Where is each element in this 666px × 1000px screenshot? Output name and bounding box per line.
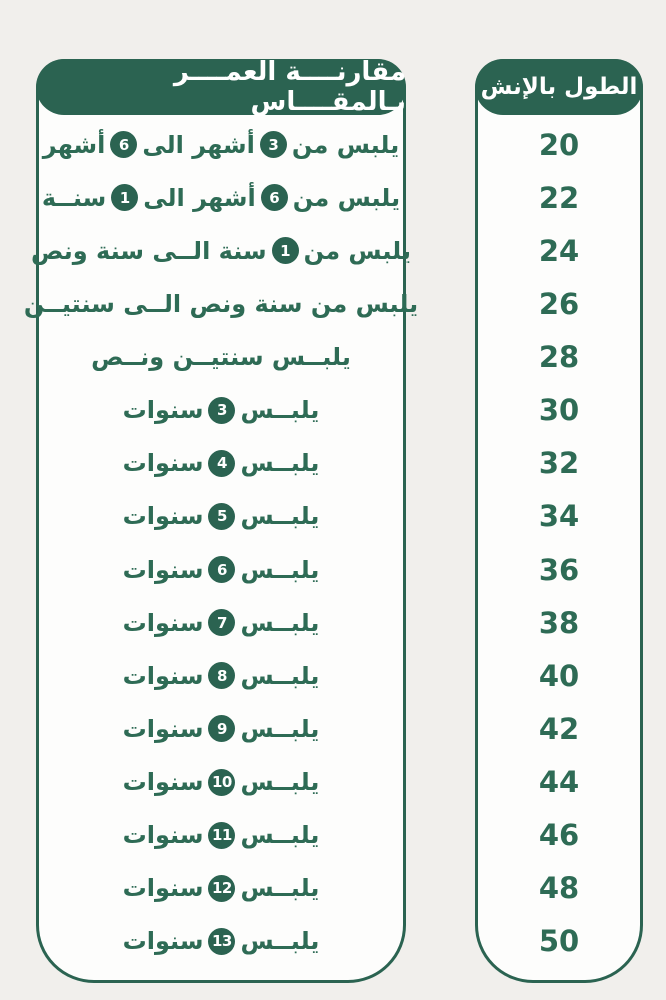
inches-value: 44 bbox=[538, 765, 580, 800]
age-column-header-label: مقارنــــة العمــــر بـالمقــــاس bbox=[173, 57, 406, 117]
age-text: يلبــس bbox=[240, 396, 320, 425]
age-text: سنوات bbox=[122, 768, 204, 797]
age-text: سنوات bbox=[122, 821, 204, 850]
age-number-badge: 5 bbox=[208, 503, 235, 530]
age-text: سنوات bbox=[122, 449, 204, 478]
inches-value: 26 bbox=[538, 286, 580, 321]
age-row bbox=[44, 396, 398, 424]
age-row bbox=[44, 131, 398, 159]
inches-value: 48 bbox=[538, 871, 580, 906]
age-text: يلبــس bbox=[240, 768, 320, 797]
age-text: سنوات bbox=[122, 874, 204, 903]
age-number-badge: 1 bbox=[111, 184, 138, 211]
inches-column-header bbox=[475, 59, 643, 115]
inches-value: 32 bbox=[538, 446, 580, 481]
age-number-badge: 6 bbox=[261, 184, 288, 211]
age-text: سنوات bbox=[122, 396, 204, 425]
age-text: يلبــس bbox=[240, 714, 320, 743]
inches-value: 40 bbox=[538, 658, 580, 693]
age-text: يلبــس سنتيــن ونــص bbox=[91, 343, 351, 372]
age-number-badge: 7 bbox=[208, 609, 235, 636]
inches-value: 34 bbox=[538, 499, 580, 534]
inches-value: 30 bbox=[538, 393, 580, 428]
age-row bbox=[31, 236, 411, 265]
inches-value: 46 bbox=[538, 818, 580, 853]
age-row bbox=[44, 927, 398, 955]
age-row bbox=[44, 715, 398, 743]
age-number-badge: 11 bbox=[208, 822, 235, 849]
inches-column bbox=[475, 59, 643, 983]
inches-value: 36 bbox=[538, 552, 580, 587]
age-row bbox=[44, 874, 398, 902]
age-number-badge: 12 bbox=[208, 875, 235, 902]
age-text: يلبس من bbox=[303, 236, 411, 265]
age-text: يلبــس bbox=[240, 502, 320, 531]
age-text: يلبــس bbox=[240, 874, 320, 903]
inches-value: 20 bbox=[538, 127, 580, 162]
age-text: يلبس من bbox=[291, 130, 400, 159]
age-text: يلبــس bbox=[240, 661, 320, 690]
age-text: أشهر bbox=[42, 130, 106, 159]
age-text: يلبــس bbox=[240, 555, 320, 584]
age-number-badge: 6 bbox=[208, 556, 235, 583]
age-number-badge: 1 bbox=[272, 237, 299, 264]
age-number-badge: 8 bbox=[208, 662, 235, 689]
age-number-badge: 4 bbox=[208, 450, 235, 477]
age-text: سنوات bbox=[122, 555, 204, 584]
age-number-badge: 13 bbox=[208, 928, 235, 955]
age-number-badge: 10 bbox=[208, 769, 235, 796]
age-column-header bbox=[36, 59, 406, 115]
inches-value: 24 bbox=[538, 233, 580, 268]
age-column bbox=[23, 57, 419, 983]
age-text: سنوات bbox=[122, 502, 204, 531]
age-text: سنوات bbox=[122, 608, 204, 637]
inches-rows bbox=[483, 118, 635, 968]
age-row bbox=[44, 821, 398, 849]
age-text: يلبس من سنة ونص الــى سنتيــن bbox=[23, 289, 419, 318]
age-text: يلبــس bbox=[240, 821, 320, 850]
inches-value: 22 bbox=[538, 180, 580, 215]
age-text: يلبــس bbox=[240, 927, 320, 956]
age-row bbox=[44, 343, 398, 371]
age-text: سنوات bbox=[122, 661, 204, 690]
age-number-badge: 9 bbox=[208, 715, 235, 742]
inches-value: 42 bbox=[538, 711, 580, 746]
age-number-badge: 3 bbox=[260, 131, 287, 158]
age-text: أشهر الى bbox=[143, 183, 256, 212]
age-number-badge: 6 bbox=[110, 131, 137, 158]
age-text: سنوات bbox=[122, 927, 204, 956]
age-text: سنة الــى سنة ونص bbox=[31, 236, 267, 265]
age-text: سنوات bbox=[122, 714, 204, 743]
age-row bbox=[44, 662, 398, 690]
age-text: يلبس من bbox=[292, 183, 401, 212]
age-rows bbox=[23, 118, 419, 968]
age-row bbox=[44, 556, 398, 584]
age-text: يلبــس bbox=[240, 608, 320, 637]
inches-value: 50 bbox=[538, 924, 580, 959]
inches-value: 28 bbox=[538, 340, 580, 375]
age-row bbox=[44, 502, 398, 530]
age-row bbox=[44, 449, 398, 477]
age-text: سنــة bbox=[41, 183, 107, 212]
age-row bbox=[23, 289, 419, 318]
inches-column-header-label: الطول بالإنش bbox=[480, 74, 638, 100]
age-row bbox=[44, 768, 398, 796]
inches-value: 38 bbox=[538, 605, 580, 640]
age-row bbox=[41, 183, 401, 212]
age-text: أشهر الى bbox=[142, 130, 255, 159]
age-text: يلبــس bbox=[240, 449, 320, 478]
age-row bbox=[44, 609, 398, 637]
age-number-badge: 3 bbox=[208, 397, 235, 424]
